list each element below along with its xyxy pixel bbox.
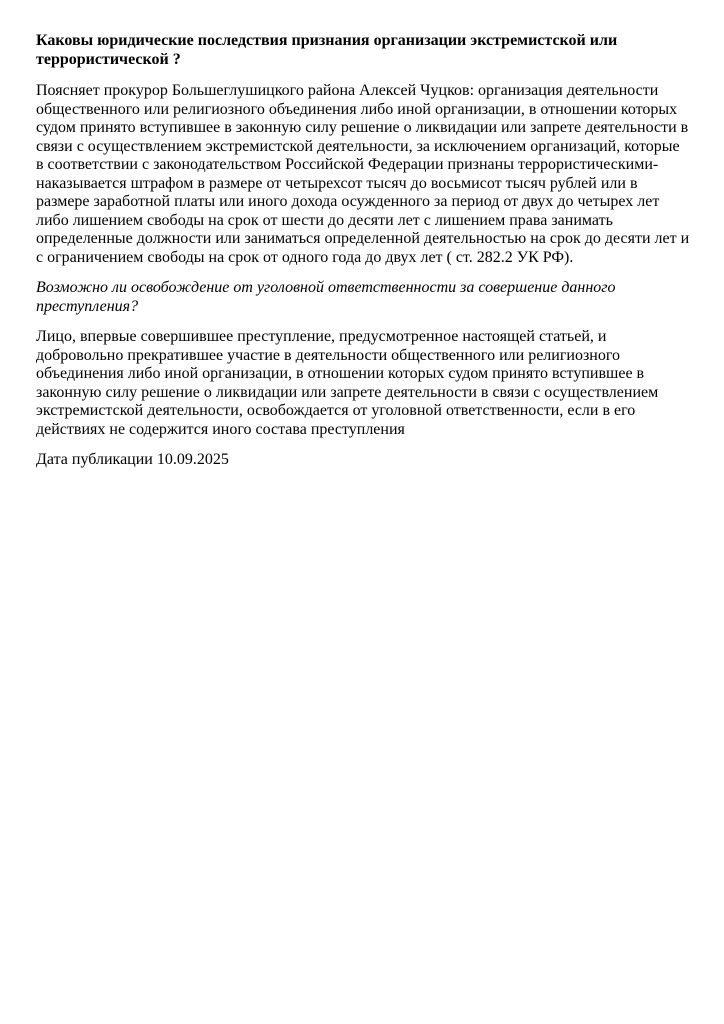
question-release-from-liability: Возможно ли освобождение от уголовной ответственности за совершение данного преступления? [36,279,616,315]
paragraph-legal-consequences: Поясняет прокурор Большеглушицкого района Алексей Чуцков: организация деятельности общественного или религиозного объединения либо иной организации, в отношении которых судом принято вступившее в законную силу решение о ликвидации или запрете деятельности в связи с осуществлением экстремистской деятельности, за исключением организаций, которые в соответствии с законодательством Российской Федерации признаны террористическими-наказывается штрафом в размере от четырехсот тысяч до восьмисот тысяч рублей или в размере заработной платы или иного дохода осужденного за период от двух до четырех лет либо лишением свободы на срок от шести до десяти лет с лишением права занимать определенные должности или заниматься определенной деятельностью на срок до десяти лет и с ограничением свободы на срок от одного года до двух лет ( ст. 282.2 УК РФ). [36,82,690,266]
publication-date: Дата публикации 10.09.2025 [36,451,229,468]
document-title: Каковы юридические последствия признания организации экстремистской или террористической ? [36,32,618,68]
paragraph-release-conditions: Лицо, впервые совершившее преступление, предусмотренное настоящей статьей, и добровольно прекратившее участие в деятельности общественного или религиозного объединения либо иной организации, в отношении которых судом принято вступившее в законную силу решение о ликвидации или запрете деятельности в связи с осуществлением экстремистской деятельности, освобождается от уголовной ответственности, если в его действиях не содержится иного состава преступления [36,328,659,438]
